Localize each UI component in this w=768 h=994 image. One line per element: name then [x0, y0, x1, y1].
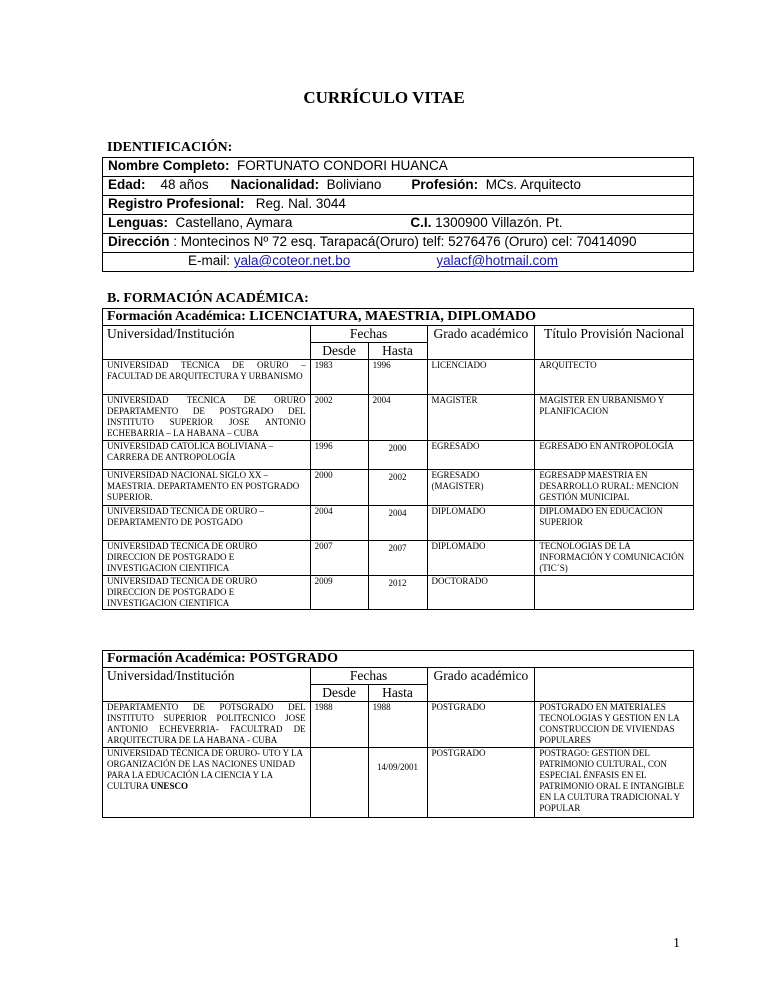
col-grado: Grado académico — [427, 668, 535, 702]
row-titulo: ARQUITECTO — [535, 360, 694, 395]
direccion-row — [103, 234, 694, 253]
row-desde: 2009 — [310, 576, 368, 610]
row-desde: 2004 — [310, 506, 368, 541]
email-row — [103, 253, 694, 272]
row-institucion: UNIVERSIDAD TECNICA DE ORURO DIRECCION DE POSTGRADO E INVESTIGACION CIENTIFICA — [103, 541, 311, 576]
row-institucion: UNIVERSIDAD TECNICA DE ORURO – DEPARTAMENTO DE POSTGADO — [103, 506, 311, 541]
col-titulo-empty — [535, 668, 694, 702]
table-row — [103, 470, 694, 506]
row-institucion — [103, 748, 311, 818]
row-desde: 2007 — [310, 541, 368, 576]
row-grado: DIPLOMADO — [427, 506, 535, 541]
profesion-value: MCs. Arquitecto — [485, 177, 581, 192]
formacion-table-postgrado — [102, 650, 694, 818]
section-formacion: B. FORMACIÓN ACADÉMICA: — [107, 291, 309, 306]
row-hasta: 2004 — [368, 506, 427, 541]
table-row — [103, 748, 694, 818]
row-hasta: 2007 — [368, 541, 427, 576]
lenguas-value: Castellano, Aymara — [175, 215, 293, 230]
row-desde: 1988 — [310, 702, 368, 748]
row-grado: MAGISTER — [427, 395, 535, 441]
unesco-label: UNESCO — [150, 781, 188, 791]
row-institucion: UNIVERSIDAD TECNICA DE ORURO – FACULTAD DE ARQUITECTURA Y URBANISMO — [103, 360, 311, 395]
table-row — [103, 506, 694, 541]
row-titulo — [535, 576, 694, 610]
table1-caption: Formación Académica: LICENCIATURA, MAESTRIA, DIPLOMADO — [103, 309, 694, 326]
row-institucion: UNIVERSIDAD TECNICA DE ORURO DEPARTAMENTO DE POSTGRADO DEL INSTITUTO SUPERIOR JOSE ANTONIO ECHEBARRIA – LA HABANA – CUBA — [103, 395, 311, 441]
edad-value: 48 años — [160, 177, 209, 192]
page-number: 1 — [673, 936, 680, 951]
row-desde: 1996 — [310, 441, 368, 470]
lenguas-label: Lenguas: — [108, 215, 169, 230]
row-titulo: EGRESADP MAESTRIA EN DESARROLLO RURAL: MENCION GESTIÓN MUNICIPAL — [535, 470, 694, 506]
nombre-value: FORTUNATO CONDORI HUANCA — [237, 158, 448, 173]
table-row — [103, 441, 694, 470]
col-hasta: Hasta — [368, 685, 427, 702]
row-hasta: 1988 — [368, 702, 427, 748]
profesion-label: Profesión: — [411, 177, 479, 192]
row-titulo: POSTGRADO EN MATERIALES TECNOLOGIAS Y GESTION EN LA CONSTRUCCION DE VIVIENDAS POPULARES — [535, 702, 694, 748]
registro-value: Reg. Nal. 3044 — [255, 196, 346, 211]
identification-table — [102, 157, 694, 272]
registro-row — [103, 196, 694, 215]
table-row — [103, 702, 694, 748]
email-label: E-mail: — [188, 253, 231, 268]
nombre-label: Nombre Completo: — [108, 158, 230, 173]
row-grado: LICENCIADO — [427, 360, 535, 395]
ci-value: 1300900 Villazón. Pt. — [435, 215, 563, 230]
email-link-2[interactable]: yalacf@hotmail.com — [436, 253, 559, 268]
row-institucion: UNIVERSIDAD CATOLICA BOLIVIANA – CARRERA DE ANTROPOLOGÍA — [103, 441, 311, 470]
row-titulo: MAGISTER EN URBANISMO Y PLANIFICACION — [535, 395, 694, 441]
row-institucion: UNIVERSIDAD NACIONAL SIGLO XX – MAESTRIA. DEPARTAMENTO EN POSTGRADO SUPERIOR. — [103, 470, 311, 506]
row-titulo: DIPLOMADO EN EDUCACION SUPERIOR — [535, 506, 694, 541]
table-row — [103, 395, 694, 441]
col-fechas: Fechas — [310, 326, 427, 343]
lenguas-row — [103, 215, 694, 234]
row-grado: DIPLOMADO — [427, 541, 535, 576]
col-grado: Grado académico — [427, 326, 535, 360]
row-institucion: UNIVERSIDAD TECNICA DE ORURO DIRECCION DE POSTGRADO E INVESTIGACION CIENTIFICA — [103, 576, 311, 610]
row-titulo: POSTRAGO: GESTION DEL PATRIMONIO CULTURAL, CON ESPECIAL ÉNFASIS EN EL PATRIMONIO ORAL E INTANGIBLE EN LA CULTURA TRADICIONAL Y POPULAR — [535, 748, 694, 818]
row-hasta: 2004 — [368, 395, 427, 441]
table-row — [103, 360, 694, 395]
row-hasta: 1996 — [368, 360, 427, 395]
nacionalidad-value: Boliviano — [326, 177, 382, 192]
direccion-label: Dirección — [108, 234, 170, 249]
row-titulo: TECNOLOGIAS DE LA INFORMACIÓN Y COMUNICACIÓN (TIC´S) — [535, 541, 694, 576]
formacion-table-licenciatura — [102, 308, 694, 610]
nacionalidad-label: Nacionalidad: — [230, 177, 320, 192]
table-row — [103, 576, 694, 610]
row-institucion-text: UNIVERSIDAD TÉCNICA DE ORURO- UTO Y LA ORGANIZACIÓN DE LAS NACIONES UNIDAD PARA LA EDUCACIÓN LA CIENCIA Y LA CULTURA — [107, 748, 303, 791]
row-desde — [310, 748, 368, 818]
row-grado: DOCTORADO — [427, 576, 535, 610]
edad-row — [103, 177, 694, 196]
row-desde: 1983 — [310, 360, 368, 395]
row-grado: POSTGRADO — [427, 702, 535, 748]
table2-caption: Formación Académica: POSTGRADO — [103, 651, 694, 668]
table-row — [103, 541, 694, 576]
row-hasta: 14/09/2001 — [368, 748, 427, 818]
email-link-1[interactable]: yala@coteor.net.bo — [233, 253, 351, 268]
ci-label: C.I. — [410, 215, 432, 230]
row-grado: EGRESADO (MAGISTER) — [427, 470, 535, 506]
col-desde: Desde — [310, 343, 368, 360]
col-titulo: Título Provisión Nacional — [535, 326, 694, 360]
row-hasta: 2002 — [368, 470, 427, 506]
col-institucion: Universidad/Institución — [103, 326, 311, 360]
col-desde: Desde — [310, 685, 368, 702]
nombre-row — [103, 158, 694, 177]
edad-label: Edad: — [108, 177, 146, 192]
row-grado: EGRESADO — [427, 441, 535, 470]
row-desde: 2002 — [310, 395, 368, 441]
row-desde: 2000 — [310, 470, 368, 506]
row-grado: POSTGRADO — [427, 748, 535, 818]
col-hasta: Hasta — [368, 343, 427, 360]
row-institucion: DEPARTAMENTO DE POTSGRADO DEL INSTITUTO SUPERIOR POLITECNICO JOSE ANTONIO ECHEVERRIA- FACULTRAD DE ARQUITECTURA DE LA HABANA - CUBA — [103, 702, 311, 748]
row-hasta: 2000 — [368, 441, 427, 470]
direccion-value: : Montecinos Nº 72 esq. Tarapacá(Oruro) telf: 5276476 (Oruro) cel: 70414090 — [173, 234, 637, 249]
registro-label: Registro Profesional: — [108, 196, 245, 211]
row-hasta: 2012 — [368, 576, 427, 610]
row-titulo: EGRESADO EN ANTROPOLOGÍA — [535, 441, 694, 470]
col-institucion: Universidad/Institución — [103, 668, 311, 702]
section-identificacion: IDENTIFICACIÓN: — [107, 140, 233, 155]
col-fechas: Fechas — [310, 668, 427, 685]
page-title: CURRÍCULO VITAE — [303, 88, 465, 107]
